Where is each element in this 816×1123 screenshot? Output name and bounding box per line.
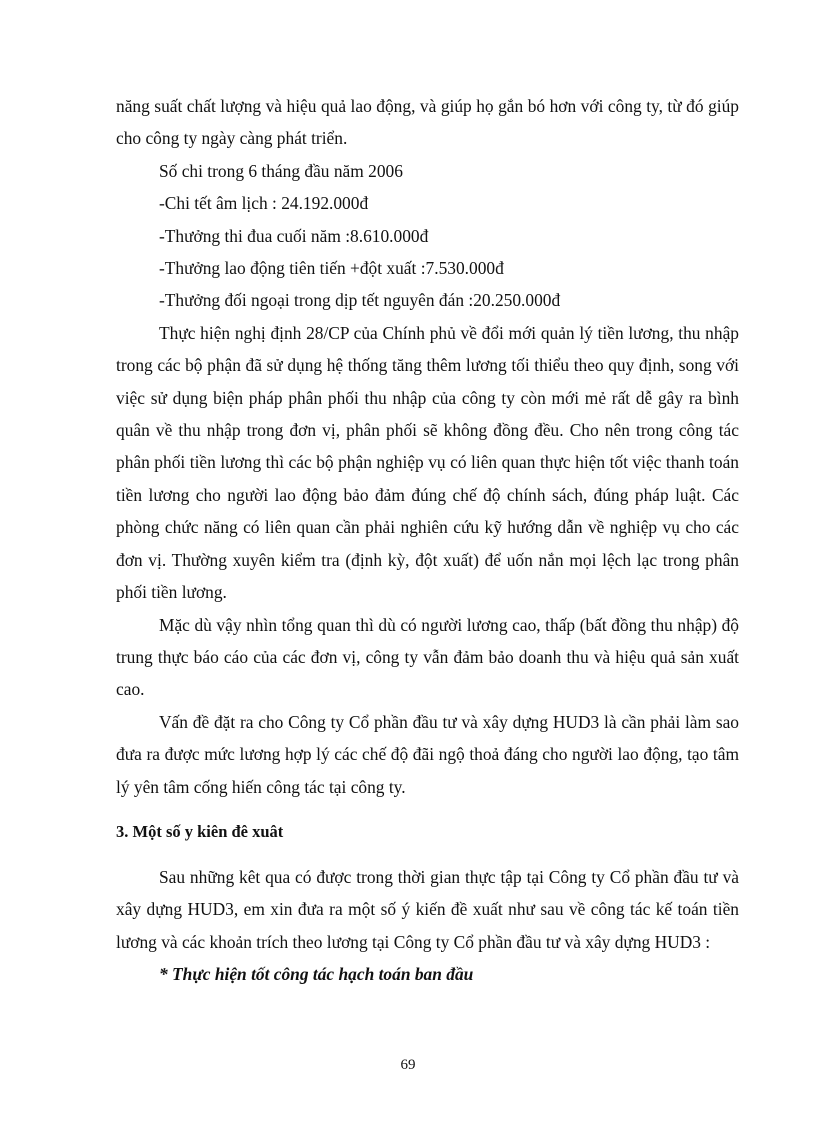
paragraph-overview: Mặc dù vậy nhìn tổng quan thì dù có người lương cao, thấp (bất đồng thu nhập) độ trung thực báo cáo của các đơn vị, công ty vẫn đảm bảo doanh thu và hiệu quả sản xuất cao. [116, 614, 739, 700]
spending-item-lunar-new-year: -Chi tết âm lịch : 24.192.000đ [159, 193, 369, 214]
paragraph-decree-28cp: Thực hiện nghị định 28/CP của Chính phủ về đổi mới quản lý tiền lương, thu nhập trong các bộ phận đã sử dụng hệ thống tăng thêm lương tối thiểu theo quy định, song với việc sử dụng biện pháp phân phối thu nhập của công ty còn mới mẻ rất dễ gây ra bình quân về thu nhập trong đơn vị, phân phối sẽ không đồng đều. Cho nên trong công tác phân phối tiền lương thì các bộ phận nghiệp vụ có liên quan thực hiện tốt việc thanh toán tiền lương cho người lao động bảo đảm đúng chế độ chính sách, đúng pháp luật. Các phòng chức năng có liên quan cần phải nghiên cứu kỹ hướng dẫn về nghiệp vụ cho các đơn vị. Thường xuyên kiểm tra (định kỳ, đột xuất) để uốn nắn mọi lệch lạc trong phân phối tiền lương. [116, 322, 739, 603]
spending-title: Số chi trong 6 tháng đầu năm 2006 [159, 160, 403, 181]
spending-item-advanced-worker-bonus: -Thưởng lao động tiên tiến +đột xuất :7.530.000đ [159, 258, 504, 279]
spending-item-year-end-bonus: -Thưởng thi đua cuối năm :8.610.000đ [159, 225, 429, 246]
section-heading: 3. Một số y kiên đê xuât [116, 821, 284, 841]
paragraph-continuation: năng suất chất lượng và hiệu quả lao động, và giúp họ gắn bó hơn với công ty, từ đó giúp cho công ty ngày càng phát triển. [116, 96, 739, 149]
page-number: 69 [400, 1057, 416, 1073]
section-intro: Sau những kêt qua có được trong thời gian thực tập tại Công ty Cổ phần đầu tư và xây dựng HUD3, em xin đưa ra một số ý kiến đề xuất như sau về công tác kế toán tiền lương và các khoản trích theo lương tại Công ty Cổ phần đầu tư và xây dựng HUD3 : [116, 866, 739, 952]
spending-item-external-relations-bonus: -Thưởng đối ngoại trong dịp tết nguyên đán :20.250.000đ [159, 290, 561, 311]
paragraph-issue: Vấn đề đặt ra cho Công ty Cổ phần đầu tư và xây dựng HUD3 là cần phải làm sao đưa ra được mức lương hợp lý các chế độ đãi ngộ thoả đáng cho người lao động, tạo tâm lý yên tâm cống hiến công tác tại công ty. [116, 711, 739, 797]
document-page [116, 90, 739, 991]
section-subheading: * Thực hiện tốt công tác hạch toán ban đầu [159, 964, 474, 985]
